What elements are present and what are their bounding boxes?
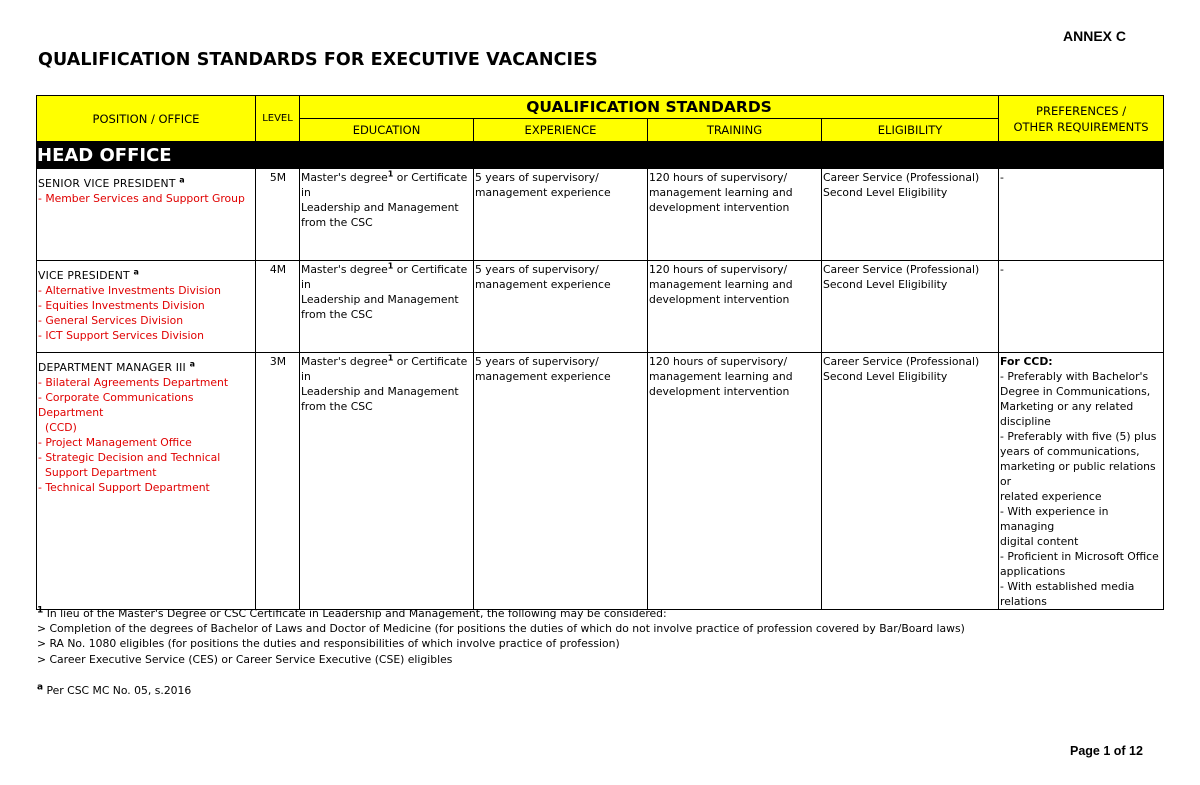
- position-name: VICE PRESIDENT: [38, 269, 130, 282]
- office-item: Support Department: [45, 466, 157, 479]
- preference-line: digital content: [1000, 535, 1079, 548]
- office-item: - Strategic Decision and Technical: [38, 451, 221, 464]
- position-title: [38, 360, 255, 375]
- footnote-item: > RA No. 1080 eligibles (for positions the duties and responsibilities of which involve practice of profession): [37, 637, 620, 651]
- training-cell: 120 hours of supervisory/ management learning and development intervention: [648, 169, 822, 261]
- office-item: - Technical Support Department: [38, 481, 210, 494]
- level-cell: 3M: [256, 353, 300, 610]
- education-cell: Master's degree$^1$ or Certificate in Leadership and Management from the CSC: [300, 353, 474, 610]
- office-item: - Alternative Investments Division: [38, 284, 221, 297]
- training-cell: 120 hours of supervisory/ management learning and development intervention: [648, 261, 822, 353]
- preference-line: related experience: [1000, 490, 1102, 503]
- preference-line: discipline: [1000, 415, 1051, 428]
- qualification-table: [36, 95, 1164, 610]
- header-qualification-standards: QUALIFICATION STANDARDS: [300, 96, 999, 119]
- position-marker: a: [133, 267, 140, 277]
- experience-cell: 5 years of supervisory/ management experience: [474, 169, 648, 261]
- position-marker: a: [189, 359, 196, 369]
- preferences-cell: -: [999, 169, 1164, 261]
- section-head-office: HEAD OFFICE: [37, 142, 1164, 169]
- preference-line: years of communications,: [1000, 445, 1140, 458]
- office-item: - Equities Investments Division: [38, 299, 205, 312]
- page-number: Page 1 of 12: [1070, 744, 1143, 758]
- position-cell: [37, 353, 256, 610]
- table-row: [37, 261, 1164, 353]
- preferences-heading: For CCD:: [1000, 355, 1053, 368]
- office-item: - Member Services and Support Group: [38, 192, 245, 205]
- preference-line: Marketing or any related: [1000, 400, 1134, 413]
- experience-cell: 5 years of supervisory/ management experience: [474, 353, 648, 610]
- header-position-office: POSITION / OFFICE: [37, 96, 256, 142]
- footnote-item: > Completion of the degrees of Bachelor of Laws and Doctor of Medicine (for positions the duties of which do not involve practice of profession covered by Bar/Board laws): [37, 622, 965, 636]
- office-item: - Corporate Communications Department: [38, 391, 194, 419]
- office-item: - ICT Support Services Division: [38, 329, 204, 342]
- level-cell: 5M: [256, 169, 300, 261]
- footnotes: [37, 606, 965, 667]
- position-title: [38, 268, 255, 283]
- eligibility-cell: Career Service (Professional) Second Level Eligibility: [822, 169, 999, 261]
- position-name: DEPARTMENT MANAGER III: [38, 361, 186, 374]
- footnote-1: $^1$ In lieu of the Master's Degree or CSC Certificate in Leadership and Management, the following may be considered:: [37, 605, 667, 620]
- section-row: [37, 142, 1164, 169]
- experience-cell: 5 years of supervisory/ management experience: [474, 261, 648, 353]
- footnote-item: > Career Executive Service (CES) or Career Service Executive (CSE) eligibles: [37, 652, 453, 666]
- preference-line: marketing or public relations or: [1000, 460, 1156, 488]
- preference-line: Degree in Communications,: [1000, 385, 1151, 398]
- education-cell: Master's degree$^1$ or Certificate in Leadership and Management from the CSC: [300, 169, 474, 261]
- position-cell: [37, 261, 256, 353]
- header-preferences-line2: OTHER REQUIREMENTS: [1013, 119, 1149, 134]
- header-eligibility: ELIGIBILITY: [822, 119, 999, 142]
- table-row: [37, 169, 1164, 261]
- office-item: - Bilateral Agreements Department: [38, 376, 229, 389]
- office-item: - General Services Division: [38, 314, 184, 327]
- table-row: [37, 353, 1164, 610]
- eligibility-cell: Career Service (Professional) Second Level Eligibility: [822, 353, 999, 610]
- header-experience: EXPERIENCE: [474, 119, 648, 142]
- education-cell: Master's degree$^1$ or Certificate in Leadership and Management from the CSC: [300, 261, 474, 353]
- header-preferences-line1: PREFERENCES /: [1036, 103, 1127, 118]
- office-item: (CCD): [45, 421, 77, 434]
- position-cell: [37, 169, 256, 261]
- header-training: TRAINING: [648, 119, 822, 142]
- header-level: LEVEL: [256, 96, 300, 142]
- header-preferences: [999, 96, 1164, 142]
- position-marker: a: [179, 175, 185, 185]
- office-item: - Project Management Office: [38, 436, 192, 449]
- position-title: [38, 176, 255, 191]
- preference-line: - Preferably with Bachelor's: [1000, 370, 1149, 383]
- preferences-cell: -: [999, 261, 1164, 353]
- preference-line: applications: [1000, 565, 1066, 578]
- preferences-cell: [999, 353, 1164, 610]
- training-cell: 120 hours of supervisory/ management learning and development intervention: [648, 353, 822, 610]
- preference-line: - With experience in managing: [1000, 505, 1109, 533]
- level-cell: 4M: [256, 261, 300, 353]
- preference-line: - Proficient in Microsoft Office: [1000, 550, 1159, 563]
- eligibility-cell: Career Service (Professional) Second Level Eligibility: [822, 261, 999, 353]
- footnote-a: $^a$ Per CSC MC No. 05, s.2016: [37, 682, 192, 697]
- header-row-1: [37, 96, 1164, 119]
- document-title: QUALIFICATION STANDARDS FOR EXECUTIVE VACANCIES: [38, 50, 598, 70]
- preference-line: - With established media: [1000, 580, 1135, 593]
- preference-line: - Preferably with five (5) plus: [1000, 430, 1157, 443]
- preference-line: relations: [1000, 595, 1047, 608]
- header-education: EDUCATION: [300, 119, 474, 142]
- annex-label: ANNEX C: [1063, 28, 1127, 44]
- position-name: SENIOR VICE PRESIDENT: [38, 177, 176, 190]
